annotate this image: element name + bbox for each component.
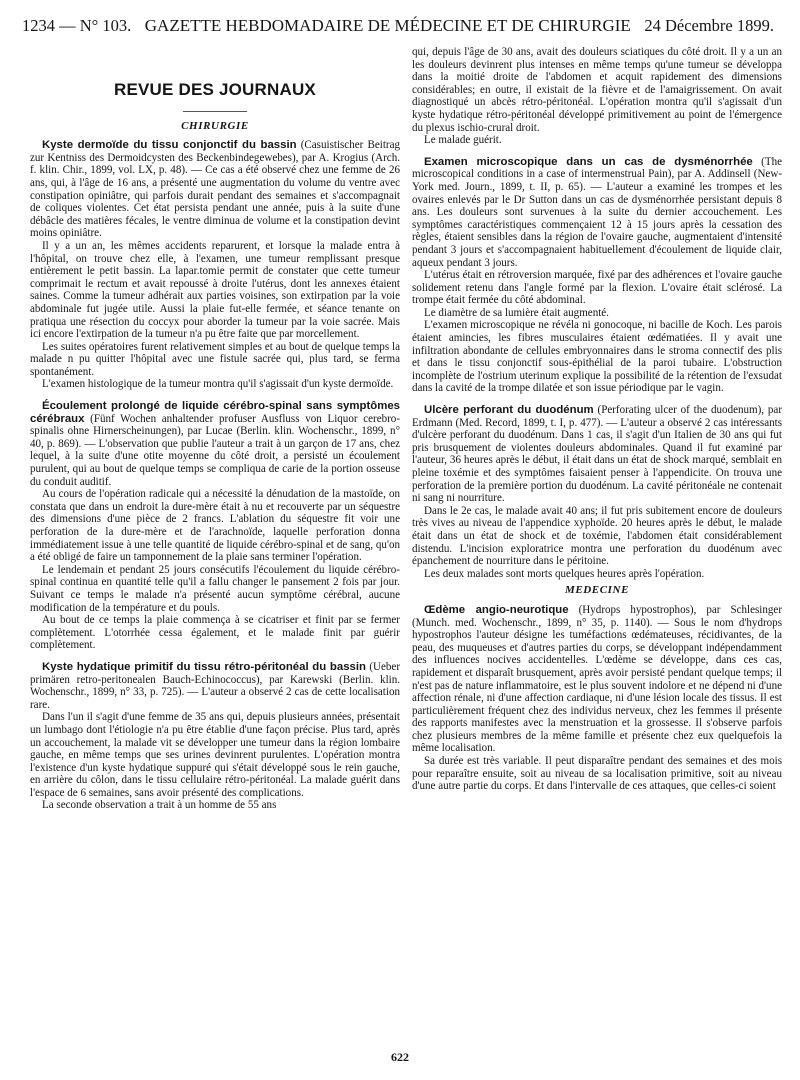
- article-title: Kyste dermoïde du tissu conjonctif du bassin: [42, 139, 297, 152]
- article-title: Examen microscopique dans un cas de dysménorrhée: [424, 155, 753, 168]
- article-paragraph: qui, depuis l'âge de 30 ans, avait des douleurs sciatiques du côté droit. Il y a un an les douleurs devinrent plus intenses en même temps qu'une tumeur se développa dans la moitié droite de l'abdomen et acquit rapidement des dimensions considérables; en outre, il existait de la fièvre et de l'amaigrissement. On avait diagnostiqué un abcès rétro-péritonéal. L'opération montra qu'il s'agissait d'un kyste hydatique rétro-péritonéal développé primitivement au point de l'émergence du plexus ischio-crural droit.: [412, 46, 782, 134]
- header-journal-title: GAZETTE HEBDOMADAIRE DE MÉDECINE ET DE CHIRURGIE: [144, 16, 631, 35]
- article-paragraph: Dans le 2e cas, le malade avait 40 ans; il fut pris subitement encore de douleurs très vives au niveau de l'appendice xyphoïde. 20 heures après le début, le malade était dans un état de shock et de toxémie, l'abdomen était considérablement distendu. L'incision exploratrice montra une perforation du duodénum avec épanchement de nourriture dans le péritoine.: [412, 504, 782, 568]
- article-title: Œdème angio-neurotique: [424, 603, 569, 616]
- article-paragraph: Au cours de l'opération radicale qui a nécessité la dénudation de la mastoïde, on constata que dans un endroit la dure-mère était à nu et recouverte par un séquestre des dimensions d'une pièce de 2 francs. L'ablation du séquestre fit voir une perforation de la dure-mère et de l'arachnoïde, laquelle perforation donna immédiatement issue à une telle quantité de liquide cérébro-spinal et de sang, qu'on a été obligé de faire un tamponnement de la plaie sans terminer l'opération.: [30, 488, 400, 564]
- article-kyste-dermoide-p0: Kyste dermoïde du tissu conjonctif du bassin (Casuistischer Beitrag zur Kentniss des Dermoidcysten des Beckenbindegewebes), par A. Krogius (Arch. f. klin. Chir., 1899, vol. LX, p. 48). — Ce cas a été observé chez une femme de 26 ans, qui, à l'âge de 16 ans, a présenté une augmentation du volume du ventre avec constipation opiniâtre, qui parfois durait pendant des semaines et s'accompagnait de coliques violentes. Cet état persista pendant une année, puis à la suite d'une débâcle des matières fécales, le ventre diminua de volume et la constipation devint moins opiniâtre.: [30, 139, 400, 240]
- article-paragraph: Au bout de ce temps la plaie commença à se cicatriser et finit par se fermer complètement. L'otorrhée cessa également, et le malade finit par guérir complètement.: [30, 614, 400, 652]
- article-paragraph: Dans l'un il s'agit d'une femme de 35 ans qui, depuis plusieurs années, présentait un lumbago dont l'étiologie n'a pu être établie d'une façon précise. Plus tard, après un accouchement, la malade vit se développer une tumeur dans la région lombaire gauche, en même temps que ses urines devinrent purulentes. L'opération montra l'existence d'un kyste hydatique suppuré qui s'était développé sous le rein gauche, en arrière du côlon, dans le tissu cellulaire rétro-péritonéal. La malade guérit dans l'espace de 6 semaines, sans avoir présenté des complications.: [30, 711, 400, 799]
- article-paragraph: Le malade guérit.: [424, 134, 502, 147]
- article-paragraph: Les suites opératoires furent relativement simples et au bout de quelque temps la malade n pu quitter l'hôpital avec une fistule sacrée qui, plus tard, se ferma spontanément.: [30, 340, 400, 378]
- subsection-chirurgie: CHIRURGIE: [181, 119, 249, 132]
- article-paragraph: L'examen microscopique ne révéla ni gonocoque, ni bacille de Koch. Les parois étaient amincies, les fibres musculaires étaient œdématiées. Il y avait une infiltration abondante de cellules embryonnaires dans le stroma connectif des plis et dans le tissu conjonctif sous-épithélial de la paroi tubaire. L'obstruction incomplète de l'ostrium uterinum explique la possibilité de la rétention de l'exsudat dans la cavité de la trompe dilatée et son issue périodique par le vagin.: [412, 319, 782, 395]
- left-column: [30, 50, 400, 812]
- article-ulcere-p0: Ulcère perforant du duodénum (Perforating ulcer of the duodenum), par Erdmann (Med. Record, 1899, t. I, p. 477). — L'auteur a observé 2 cas intéressants d'ulcère perforant du duodénum. Dans 1 cas, il s'agit d'un Italien de 30 ans qui fut pris brusquement de violentes douleurs abdominales. Quand il fut examiné par l'auteur, 36 heures après le début, il était dans un état de shock marqué, semblait en pleine toxémie et des symptômes faisaient penser à l'appendicite. On trouva une perforation de la première portion du duodénum. La cavité péritonéale ne contenait ni sang ni nourriture.: [412, 404, 783, 505]
- running-header: [22, 12, 774, 36]
- right-column: [412, 46, 782, 793]
- header-date: 24 Décembre 1899.: [644, 16, 774, 35]
- article-title: Ulcère perforant du duodénum: [424, 404, 594, 417]
- subsection-medecine: MEDECINE: [564, 584, 630, 597]
- article-kyste-hydatique-p0: Kyste hydatique primitif du tissu rétro-péritonéal du bassin (Ueber primären retro-peritonealen Bauch-Echinococcus), par Karewski (Berlin. klin. Wochenschr., 1899, n° 33, p. 725). — L'auteur a observé 2 cas de cette localisation rare.: [30, 660, 400, 711]
- article-paragraph: L'examen histologique de la tumeur montra qu'il s'agissait d'un kyste dermoïde.: [42, 378, 394, 391]
- article-paragraph: La seconde observation a trait à un homme de 55 ans: [42, 799, 277, 812]
- article-paragraph: Le diamètre de sa lumière était augmenté.: [424, 306, 609, 319]
- article-paragraph: Les deux malades sont morts quelques heures après l'opération.: [424, 567, 705, 580]
- page-number: 622: [391, 1050, 409, 1064]
- article-ecoulement-p0: Écoulement prolongé de liquide cérébro-spinal sans symptômes cérébraux (Fünf Wochen anhaltender profuser Ausfluss von Liquor cerebro-spinalis ohne Hirnerscheinungen), par Lucae (Berlin. klin. Wochenschr., 1899, n° 40, p. 869). — L'observation que publie l'auteur a trait à un garçon de 17 ans, chez lequel, à la suite d'une otite moyenne du côté droit, a persisté un écoulement purulent, qui au bout de quelque temps se compliqua de carie de la portion osseuse du conduit auditif.: [30, 400, 401, 488]
- article-paragraph: Sa durée est très variable. Il peut disparaître pendant des semaines et des mois pour reparaître ensuite, soit au niveau de sa localisation primitive, soit au niveau d'une autre partie du corps. Et dans l'intervalle de ces attaques, que celles-ci soient: [412, 755, 782, 793]
- section-rule: [183, 111, 247, 112]
- article-paragraph: Il y a un an, les mêmes accidents reparurent, et lorsque la malade entra à l'hôpital, on trouve chez elle, à l'examen, une tumeur remplissant presque entièrement le petit bassin. La lapar.tomie permit de constater que cette tumeur comprimait le rectum et avait repoussé à droite l'utérus, dont les annexes étaient saines. Comme la tumeur adhérait aux parties voisines, son extirpation par la voie abdominale fut jugée utile. Aussi la plaie fut-elle fermée, et séance tenante on pratiqua une résection du coccyx pour aborder la tumeur par la voie sacrée. Mais ici encore l'extirpation de la tumeur n'a pu être faite que par morcellement.: [30, 239, 400, 341]
- article-dysmenorrhee-p0: Examen microscopique dans un cas de dysménorrhée (The microscopical conditions in a case of intermenstrual Pain), par A. Addinsell (New-York med. Journ., 1899, t. II, p. 65). — L'auteur a examiné les trompes et les ovaires enlevés par le Dr Sutton dans un cas de dysménorrhée persistant depuis 8 ans. Les douleurs sont survenues à la suite du dernier accouchement. Les symptômes caractéristiques commençaient 12 à 15 jours après la cessation des règles, étaient sensibles dans la région de l'ovaire gauche, augmentaient d'intensité pendant 3 jours et s'accompagnaient habituellement d'écoulement de liquide clair, aqueux pendant 3 jours.: [412, 155, 782, 269]
- article-oedeme-p0: Œdème angio-neurotique (Hydrops hypostrophos), par Schlesinger (Munch. med. Wochenschr., 1899, n° 35, p. 1140). — Sous le nom d'hydrops hypostrophos l'auteur désigne les tuméfactions œdémateuses, récidivantes, de la peau, des muqueuses et d'autres parties du corps, se développant indépendamment des influences nocives accidentelles. L'œdème se développe, dans ces cas, rapidement et disparaît brusquement, après avoir persisté pendant quelque temps; il n'est pas de nature inflammatoire, est le plus souvent indolore et ne dépend ni d'une affection rénale, ni d'une affection cardiaque, ni d'une lésion locale des tissus. Il est particulièrement fréquent chez des individus nerveux, chez les femmes il présente des rapports manifestes avec la menstruation et la grossesse. Il s'observe parfois chez plusieurs membres de la même famille et présente chez eux quelquefois la même localisation.: [412, 603, 783, 755]
- section-title: REVUE DES JOURNAUX: [114, 80, 316, 99]
- article-title: Écoulement prolongé de liquide cérébro-spinal sans symptômes cérébraux: [30, 400, 400, 425]
- article-paragraph: Le lendemain et pendant 25 jours consécutifs l'écoulement du liquide cérébro-spinal continua en quantité telle qu'il a fallu changer le pansement 2 fois par jour. Suivant ce temps le malade n'a présenté aucun symptôme cérébral, aucune modification de la température et du pouls.: [30, 563, 400, 614]
- article-paragraph: L'utérus était en rétroversion marquée, fixé par des adhérences et l'ovaire gauche solidement retenu dans l'angle formé par la flexion. L'ovaire était sclérosé. La trompe était fermée du côté abdominal.: [412, 269, 782, 307]
- article-title: Kyste hydatique primitif du tissu rétro-péritonéal du bassin: [42, 660, 367, 673]
- header-issue: 1234 — N° 103.: [22, 16, 132, 35]
